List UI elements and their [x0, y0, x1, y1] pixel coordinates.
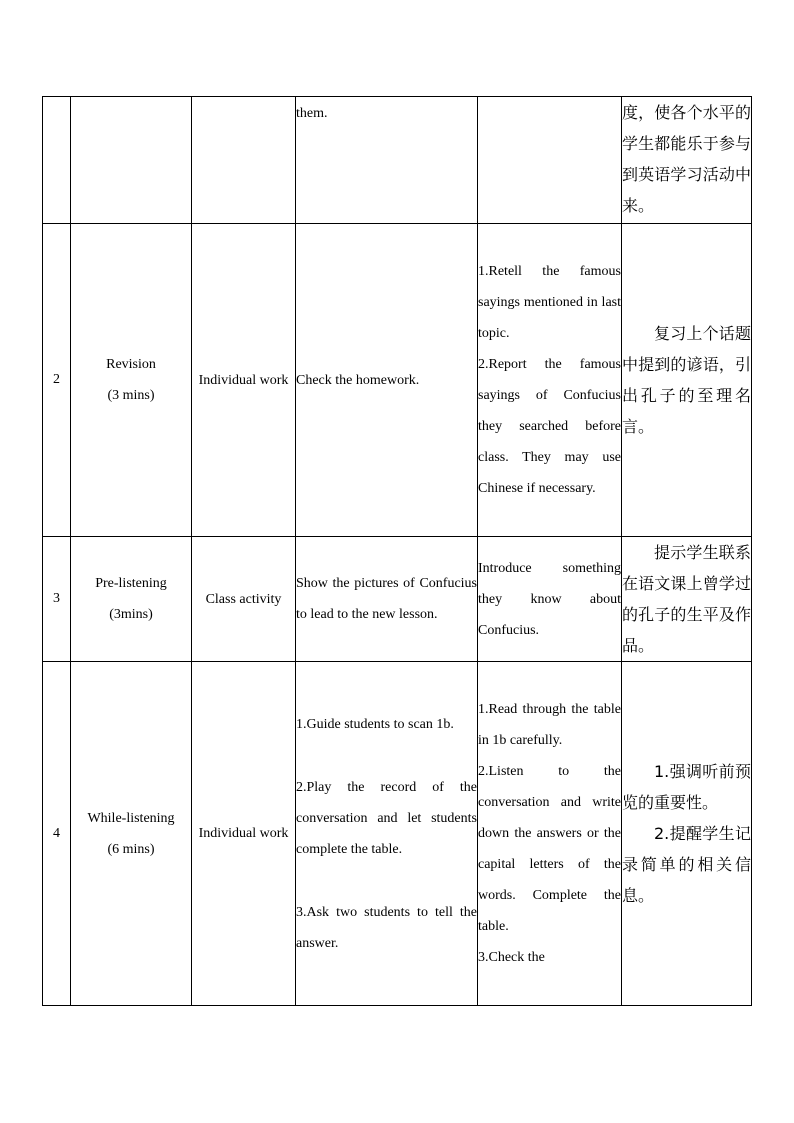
teacher-activity-text: 2.Play the record of the conversation and let students complete the table. — [296, 779, 477, 857]
spacer — [296, 740, 477, 772]
design-purpose-text: 提示学生联系在语文课上曾学过的孔子的生平及作品。 — [622, 543, 751, 655]
step-number-cell — [43, 97, 71, 224]
student-activity-cell — [478, 224, 622, 537]
table-row — [43, 97, 752, 224]
lesson-plan-table — [42, 96, 752, 1006]
design-purpose-text: 度，使各个水平的学生都能乐于参与到英语学习活动中来。 — [622, 103, 751, 215]
spacer — [296, 865, 477, 897]
student-activity-text: 2.Listen to the conversation and write down the answers or the capital letters of the words. Complete the table. — [478, 764, 621, 934]
step-name-cell — [71, 97, 192, 224]
student-activity-text: 2.Report the famous sayings of Confucius they searched before class. They may use Chinese if necessary. — [478, 357, 621, 496]
student-activity-cell — [478, 662, 622, 1006]
design-purpose-cell — [622, 97, 752, 224]
design-purpose-text: 1.强调听前预览的重要性。 — [622, 762, 751, 812]
student-activity-cell — [478, 97, 622, 224]
step-name-cell — [71, 224, 192, 537]
teacher-activity-cell — [296, 662, 478, 1006]
table-row — [43, 224, 752, 537]
step-name-cell — [71, 537, 192, 662]
activity-form-cell — [192, 662, 296, 1006]
design-purpose-text: 2.提醒学生记录简单的相关信息。 — [622, 824, 751, 905]
step-name-cell — [71, 662, 192, 1006]
design-purpose-cell — [622, 662, 752, 1006]
step-name: Pre-listening — [95, 576, 167, 591]
student-activity-cell — [478, 537, 622, 662]
design-purpose-cell — [622, 537, 752, 662]
student-activity-text: 1.Retell the famous sayings mentioned in last topic. — [478, 264, 621, 341]
activity-form-cell: Class activity — [192, 537, 296, 662]
table-row — [43, 537, 752, 662]
teacher-activity-cell — [296, 97, 478, 224]
table-row — [43, 662, 752, 1006]
student-activity-text: 1.Read through the table in 1b carefully. — [478, 702, 621, 748]
step-time: (3mins) — [109, 607, 153, 622]
design-purpose-cell — [622, 224, 752, 537]
student-activity-text: Introduce something they know about Confucius. — [478, 560, 621, 638]
teacher-activity-cell — [296, 224, 478, 537]
step-number-cell: 4 — [43, 662, 71, 1006]
step-name: Revision — [106, 357, 156, 372]
activity-form-text: Individual work — [198, 826, 289, 841]
teacher-activity-text: Show the pictures of Confucius to lead to the new lesson. — [296, 576, 477, 622]
activity-form-cell: Individual work — [192, 224, 296, 537]
step-time: (6 mins) — [107, 841, 155, 857]
teacher-activity-cell — [296, 537, 478, 662]
step-time: (3 mins) — [107, 388, 155, 403]
step-number-cell: 2 — [43, 224, 71, 537]
step-number-cell: 3 — [43, 537, 71, 662]
teacher-activity-text: 3.Ask two students to tell the answer. — [296, 904, 477, 951]
teacher-activity-text: 1.Guide students to scan 1b. — [296, 716, 454, 732]
design-purpose-text: 复习上个话题中提到的谚语，引出孔子的至理名言。 — [622, 324, 751, 436]
activity-form-cell — [192, 97, 296, 224]
student-activity-text: 3.Check the — [478, 950, 545, 965]
step-name: While-listening — [87, 810, 175, 826]
teacher-activity-text: Check the homework. — [296, 372, 420, 388]
teacher-activity-text: them. — [296, 106, 328, 121]
